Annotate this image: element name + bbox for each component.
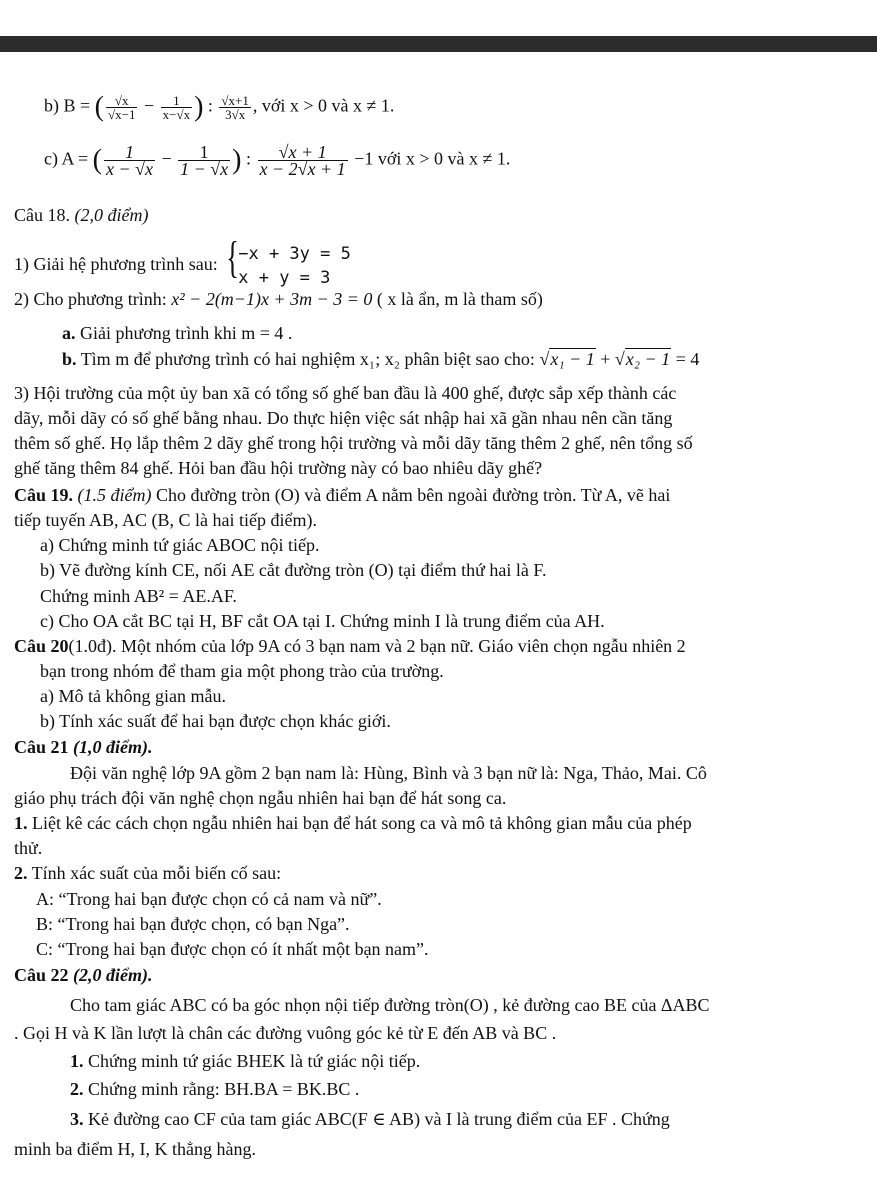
- quadratic-equation-line: [14, 288, 543, 310]
- item-2-line: [14, 862, 281, 884]
- paren: (: [92, 144, 102, 176]
- text-line: thử.: [14, 838, 43, 858]
- text-line: thêm số ghế. Họ lắp thêm 2 dãy ghế trong hội trường và mỗi dãy tăng thêm 2 ghế, nên tổng số: [14, 433, 693, 453]
- text: Tính xác suất của mỗi biến cố sau:: [27, 863, 282, 883]
- text: 1) Giải hệ phương trình sau:: [14, 254, 223, 275]
- text-line: Cho tam giác ABC có ba góc nhọn nội tiếp đường tròn(O) , kẻ đường cao BE của ΔABC: [70, 995, 710, 1015]
- heading: Câu 22: [14, 965, 69, 985]
- equation-system: [222, 233, 351, 290]
- denominator: √x−1: [107, 107, 136, 122]
- operator: −: [139, 95, 159, 116]
- points: (1.0đ).: [68, 636, 117, 656]
- text-line: b) Vẽ đường kính CE, nối AE cắt đường tròn (O) tại điểm thứ hai là F.: [40, 560, 547, 580]
- number: 1.: [70, 1051, 84, 1071]
- operator: :: [203, 95, 218, 116]
- problem-b-expression: [44, 91, 395, 123]
- heading: Câu 20: [14, 636, 69, 656]
- text-line: a) Chứng minh tứ giác ABOC nội tiếp.: [40, 535, 320, 555]
- part-a-line: [62, 322, 292, 344]
- equation-2: x + y = 3: [238, 268, 331, 288]
- heading: Câu 18.: [14, 205, 70, 225]
- denominator: x − 2√x + 1: [259, 159, 346, 179]
- text-line: . Gọi H và K lần lượt là chân các đường vuông góc kẻ từ E đến AB và BC .: [14, 1023, 557, 1043]
- equation: x² − 2(m−1)x + 3m − 3 = 0: [171, 289, 373, 309]
- question-20-heading: [14, 635, 686, 657]
- text-line: Đội văn nghệ lớp 9A gồm 2 bạn nam là: Hùng, Bình và 3 bạn nữ là: Nga, Thảo, Mai. Cô: [70, 763, 707, 783]
- text-line: bạn trong nhóm để tham gia một phong trào của trường.: [40, 661, 444, 681]
- text-line: Chứng minh AB² = AE.AF.: [40, 586, 237, 606]
- operator: :: [241, 148, 256, 169]
- number: 3.: [70, 1109, 84, 1129]
- text-line: 3) Hội trường của một ủy ban xã có tổng số ghế ban đầu là 400 ghế, được sắp xếp thành các: [14, 383, 677, 403]
- points: (1,0 điểm).: [68, 737, 153, 757]
- numerator: √x+1: [221, 93, 249, 108]
- text-line: a) Mô tả không gian mẫu.: [40, 686, 226, 706]
- label: b) B =: [44, 95, 95, 116]
- text: 2) Cho phương trình:: [14, 289, 172, 309]
- question-22-heading: [14, 964, 153, 986]
- operator: −: [157, 148, 177, 169]
- number: 2.: [70, 1079, 84, 1099]
- text: Kẻ đường cao CF của tam giác ABC(F ∈ AB) và I là trung điểm của EF . Chứng: [83, 1109, 670, 1129]
- radicand: x₂ − 1: [625, 349, 671, 369]
- text: Cho đường tròn (O) và điểm A nằm bên ngoài đường tròn. Từ A, vẽ hai: [151, 485, 671, 505]
- label: b.: [62, 349, 77, 369]
- item-2-line: [70, 1078, 359, 1100]
- fraction: [161, 94, 192, 121]
- sqrt-sign: √: [539, 349, 550, 369]
- text: Chứng minh rằng: BH.BA = BK.BC .: [83, 1079, 360, 1099]
- system-of-equations: [14, 233, 351, 290]
- sqrt-sign: √: [614, 349, 625, 369]
- denominator: x−√x: [162, 107, 191, 122]
- text-line: C: “Trong hai bạn được chọn có ít nhất một bạn nam”.: [36, 939, 429, 959]
- denominator: 3√x: [225, 107, 246, 122]
- text: Giải phương trình khi m = 4 .: [75, 323, 293, 343]
- condition: −1 với x > 0 và x ≠ 1.: [349, 148, 511, 169]
- points: (1.5 điểm): [73, 485, 152, 505]
- question-18-heading: [14, 204, 148, 226]
- numerator: 1: [104, 144, 155, 161]
- numerator: √x: [106, 94, 137, 108]
- numerator: 1: [161, 94, 192, 108]
- brace: {: [226, 233, 240, 282]
- document-page: [0, 52, 877, 1191]
- text: Tìm m để phương trình có hai nghiệm x₁; x₂ phân biệt sao cho:: [76, 349, 540, 369]
- condition: , với x > 0 và x ≠ 1.: [252, 95, 395, 116]
- top-dark-band: [0, 0, 877, 52]
- text-line: ghế tăng thêm 84 ghế. Hỏi ban đầu hội trường này có bao nhiêu dãy ghế?: [14, 458, 543, 478]
- equation-1: −x + 3y = 5: [238, 244, 351, 264]
- text-line: B: “Trong hai bạn được chọn, có bạn Nga”.: [36, 914, 350, 934]
- text-line: minh ba điểm H, I, K thẳng hàng.: [14, 1139, 256, 1159]
- equals: = 4: [671, 349, 700, 369]
- denominator: 1 − √x: [180, 159, 229, 179]
- text-line: giáo phụ trách đội văn nghệ chọn ngẫu nhiên hai bạn để hát song ca.: [14, 788, 507, 808]
- text-line: b) Tính xác suất để hai bạn được chọn khác giới.: [40, 711, 391, 731]
- text: ( x là ẩn, m là tham số): [372, 289, 543, 309]
- question-19-heading: [14, 484, 670, 506]
- part-b-line: [62, 348, 699, 370]
- item-1-line: [14, 812, 692, 834]
- text: Chứng minh tứ giác BHEK là tứ giác nội tiếp.: [83, 1051, 421, 1071]
- operator: +: [595, 349, 615, 369]
- heading: Câu 21: [14, 737, 69, 757]
- item-1-line: [70, 1050, 420, 1072]
- numerator: √x + 1: [258, 144, 348, 161]
- fraction: [219, 94, 250, 121]
- label: a.: [62, 323, 76, 343]
- points: (2,0 điểm).: [68, 965, 153, 985]
- paren: (: [94, 91, 104, 123]
- problem-c-expression: [44, 144, 510, 177]
- label: c) A =: [44, 148, 93, 169]
- text-line: dãy, mỗi dãy có số ghế bằng nhau. Do thực hiện việc sát nhập hai xã gần nhau nên cần tăng: [14, 408, 673, 428]
- text: Một nhóm của lớp 9A có 3 bạn nam và 2 bạn nữ. Giáo viên chọn ngẫu nhiên 2: [116, 636, 686, 656]
- text: Liệt kê các cách chọn ngẫu nhiên hai bạn để hát song ca và mô tả không gian mẫu của phép: [27, 813, 692, 833]
- fraction: [106, 94, 137, 121]
- text-line: c) Cho OA cắt BC tại H, BF cắt OA tại I. Chứng minh I là trung điểm của AH.: [40, 611, 605, 631]
- number: 1.: [14, 813, 28, 833]
- heading: Câu 19.: [14, 485, 74, 505]
- radicand: x₁ − 1: [550, 349, 595, 369]
- text-line: tiếp tuyến AB, AC (B, C là hai tiếp điểm).: [14, 510, 317, 530]
- numerator: 1: [178, 144, 230, 161]
- paren: ): [232, 144, 242, 176]
- points: (2,0 điểm): [70, 205, 149, 225]
- denominator: x − √x: [105, 159, 153, 179]
- question-21-heading: [14, 736, 153, 758]
- fraction: [178, 144, 230, 177]
- paren: ): [194, 91, 204, 123]
- fraction: [258, 144, 348, 177]
- number: 2.: [14, 863, 28, 883]
- item-3-line: [70, 1108, 670, 1130]
- text-line: A: “Trong hai bạn được chọn có cả nam và nữ”.: [36, 889, 382, 909]
- top-band-stripe: [0, 36, 877, 52]
- fraction: [104, 144, 155, 177]
